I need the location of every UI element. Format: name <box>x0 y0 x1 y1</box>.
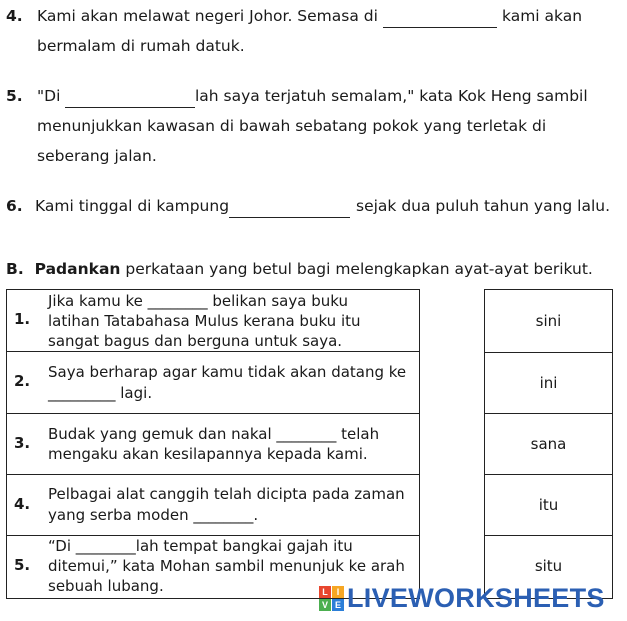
sentence-table <box>6 289 420 599</box>
row-number: 5. <box>14 556 31 574</box>
row-text-line: “Di ________lah tempat bangkai gajah itu <box>48 537 353 555</box>
question-text: lah saya terjatuh semalam," kata Kok Heng sambil <box>195 87 588 105</box>
logo-letter: E <box>332 599 344 611</box>
answer-blank[interactable] <box>65 107 195 108</box>
row-text-line: Pelbagai alat canggih telah dicipta pada zaman <box>48 485 405 503</box>
row-number: 1. <box>14 310 31 328</box>
question-text: menunjukkan kawasan di bawah sebatang pokok yang terletak di <box>37 117 547 135</box>
row-number: 2. <box>14 372 31 390</box>
question-text: kami akan <box>502 7 583 25</box>
question-text: Kami akan melawat negeri Johor. Semasa di <box>37 7 378 25</box>
instruction-bold: Padankan <box>34 260 121 278</box>
logo-text: LIVEWORKSHEETS <box>347 582 605 613</box>
row-text-line: Saya berharap agar kamu tidak akan datang ke <box>48 363 407 381</box>
question-number: 6. <box>6 197 23 215</box>
question-text: seberang jalan. <box>37 147 157 165</box>
question-text: Kami tinggal di kampung <box>35 197 230 215</box>
sentence-row-3 <box>7 414 419 475</box>
row-text-line: Budak yang gemuk dan nakal ________ telah <box>48 425 380 443</box>
sentence-row-2 <box>7 352 419 414</box>
word-option[interactable]: itu <box>485 475 612 536</box>
word-option[interactable]: ini <box>485 353 612 414</box>
row-text-line: _________ lagi. <box>48 384 153 402</box>
row-text-line: yang serba moden ________. <box>48 506 259 524</box>
sentence-row-1 <box>7 290 419 352</box>
row-text-line: mengaku akan kesilapannya kepada kami. <box>48 445 368 463</box>
section-b-heading <box>6 259 593 279</box>
row-number: 3. <box>14 434 31 452</box>
row-text-line: sangat bagus dan berguna untuk saya. <box>48 332 343 350</box>
row-text-line: Jika kamu ke ________ belikan saya buku <box>48 292 348 310</box>
logo-letter: I <box>332 586 344 598</box>
word-option[interactable]: situ <box>534 557 563 575</box>
logo-letter: V <box>319 599 331 611</box>
row-text-line: latihan Tatabahasa Mulus kerana buku itu <box>48 312 361 330</box>
instruction-text: perkataan yang betul bagi melengkapkan ayat-ayat berikut. <box>125 260 593 278</box>
logo-mark-icon <box>319 586 344 611</box>
row-text-line: sebuah lubang. <box>48 577 164 595</box>
question-number: 5. <box>6 87 23 105</box>
question-text: "Di <box>37 87 61 105</box>
word-option[interactable]: sana <box>485 414 612 475</box>
word-option[interactable]: sini <box>485 290 612 353</box>
row-number: 4. <box>14 495 31 513</box>
sentence-row-4 <box>7 475 419 536</box>
answer-blank[interactable] <box>229 217 350 218</box>
section-label: B. <box>6 260 24 278</box>
question-text: bermalam di rumah datuk. <box>37 37 245 55</box>
question-number: 4. <box>6 7 23 25</box>
liveworksheets-logo <box>319 583 605 613</box>
logo-letter: L <box>319 586 331 598</box>
word-column <box>484 289 613 599</box>
row-text-line: ditemui,” kata Mohan sambil menunjuk ke arah <box>48 557 405 575</box>
question-text: sejak dua puluh tahun yang lalu. <box>356 197 611 215</box>
answer-blank[interactable] <box>383 27 497 28</box>
